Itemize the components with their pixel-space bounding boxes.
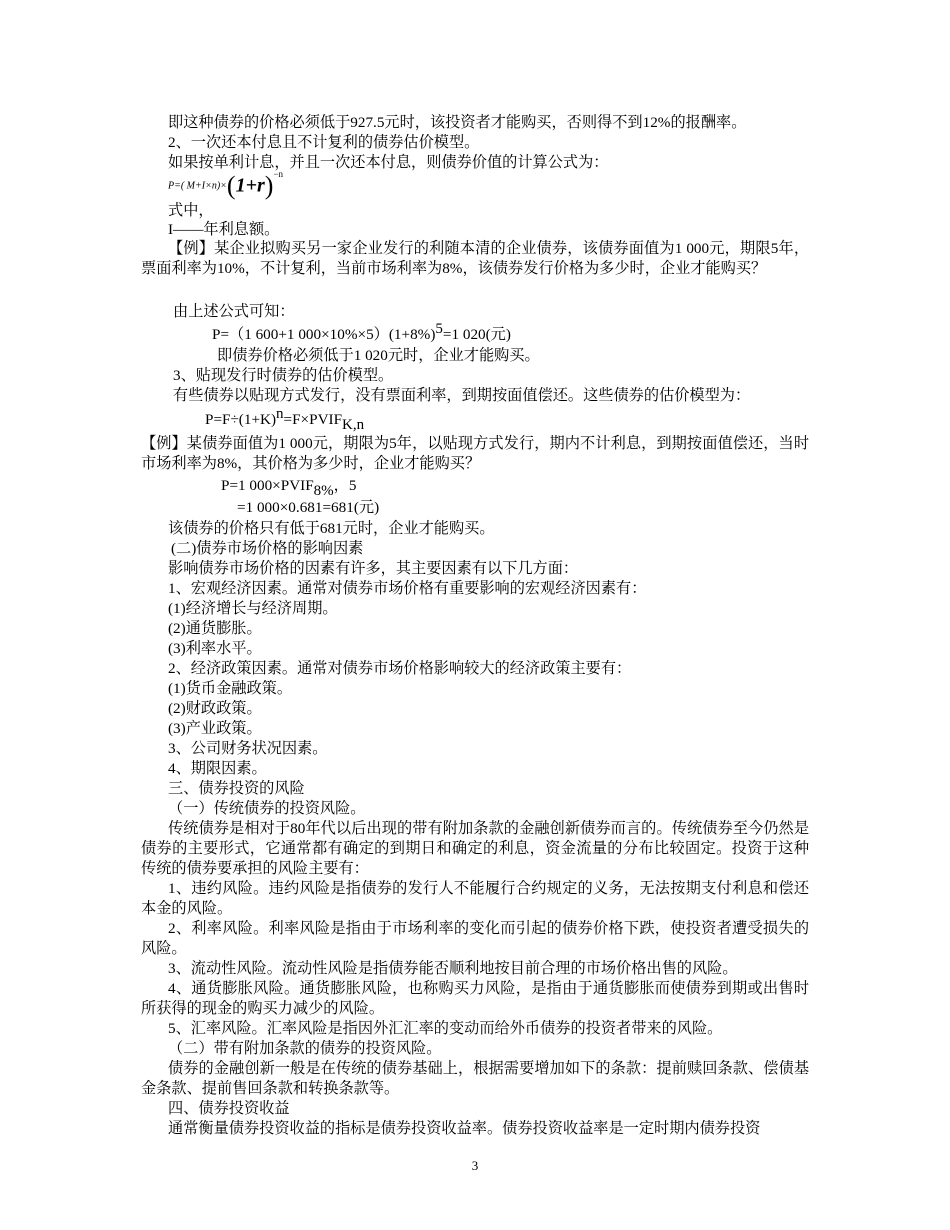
text-line: 2、经济政策因素。通常对债券市场价格影响较大的经济政策主要有： [168,660,632,677]
text-line: 即这种债券的价格必须低于927.5元时，该投资者才能购买，否则得不到12%的报酬率。 [168,114,747,131]
section-heading: （一）传统债券的投资风险。 [168,800,366,817]
paragraph: 2、利率风险。利率风险是指由于市场利率的变化而引起的债券价格下跌，使投资者遭受损失的风险。 [141,920,809,957]
formula-rate: r [257,174,265,197]
list-item: (2)财政政策。 [168,700,262,717]
list-item: (3)利率水平。 [168,640,262,657]
section-heading: （二）带有附加条款的债券的投资风险。 [168,1040,442,1057]
list-item: (2)通货膨胀。 [168,620,262,637]
formula-exponent: −n [273,169,284,179]
equation-line [221,476,357,499]
bond-value-formula [168,171,283,199]
equation-part: =1 020(元) [442,326,511,343]
text-line: 式中， [168,202,214,219]
text-line: 3、公司财务状况因素。 [168,740,328,757]
text-line: 5、汇率风险。汇率风险是指因外汇汇率的变动而给外币债券的投资者带来的风险。 [168,1020,723,1037]
equation-line: =1 000×0.681=681(元) [237,499,380,516]
equation-superscript: 5 [435,321,443,337]
equation-part: =F×PVIF [283,411,343,428]
section-heading: (二)债券市场价格的影响因素 [171,540,364,557]
equation-part: P=F÷(1+K) [205,411,277,428]
text-line: 如果按单利计息，并且一次还本付息，则债券价值的计算公式为： [168,154,609,171]
formula-lhs: P=( M+I×n)× [168,180,227,192]
equation-part: P=（1 600+1 000×10%×5）(1+8%) [212,326,436,343]
list-item: (3)产业政策。 [168,720,262,737]
text-line: 4、期限因素。 [168,760,267,777]
formula-paren-open: ( [226,171,236,200]
paragraph: 传统债券是相对于80年代以后出现的带有附加条款的金融创新债券而言的。传统债券至今仍然是债券的主要形式，它通常都有确定的到期日和确定的利息，资金流量的分布比较固定。投资于这种传统的债券要承担的风险主要有： [141,820,809,877]
paragraph: 4、通货膨胀风险。通货膨胀风险，也称购买力风险，是指由于通货膨胀而使债券到期或出售时所获得的现金的购买力减少的风险。 [141,980,809,1017]
equation-subscript: K,n [342,417,365,433]
paragraph: 1、违约风险。违约风险是指债券的发行人不能履行合约规定的义务，无法按期支付利息和偿还本金的风险。 [141,880,809,917]
formula-paren-close: ) [264,171,274,200]
section-heading: 四、债券投资收益 [168,1100,290,1117]
equation-part: P=1 000×PVIF [221,477,314,494]
text-line: 3、流动性风险。流动性风险是指债券能否顺利地按目前合理的市场价格出售的风险。 [168,960,738,977]
section-heading: 三、债券投资的风险 [168,780,305,797]
text-line: 1、宏观经济因素。通常对债券市场价格有重要影响的宏观经济因素有： [168,580,647,597]
text-line: 该债券的价格只有低于681元时，企业才能购买。 [168,520,495,537]
equation-superscript: n [276,406,284,422]
paragraph: 债券的金融创新一般是在传统的债券基础上，根据需要增加如下的条款：提前赎回条款、偿债基金条款、提前售回条款和转换条款等。 [141,1060,809,1097]
text-line: 通常衡量债券投资收益的指标是债券投资收益率。债券投资收益率是一定时期内债券投资 [168,1120,761,1137]
text-line: 由上述公式可知： [173,303,295,320]
text-line: 影响债券市场价格的因素有许多，其主要因素有以下几方面： [168,560,579,577]
equation-line [212,321,511,345]
example-paragraph: 【例】某债券面值为1 000元，期限为5年，以贴现方式发行，期内不计利息，到期按面值偿还，当时市场利率为8%，其价格为多少时，企业才能购买？ [141,435,809,472]
text-line: I——年利息额。 [168,221,280,238]
page-number: 3 [471,1158,479,1173]
list-item: (1)货币金融政策。 [168,680,293,697]
formula-one-plus: 1+ [235,174,257,197]
example-paragraph: 【例】某企业拟购买另一家企业发行的利随本清的企业债券，该债券面值为1 000元，期限5年，票面利率为10%，不计复利，当前市场利率为8%，该债券发行价格为多少时，企业才能购买？ [141,240,809,277]
equation-line [205,406,365,433]
text-line: 有些债券以贴现方式发行，没有票面利率，到期按面值偿还。这些债券的估价模型为： [173,387,751,404]
equation-part: ，5 [333,477,357,494]
section-heading: 2、一次还本付息且不计复利的债券估价模型。 [168,134,480,151]
section-heading: 3、贴现发行时债券的估价模型。 [173,367,394,384]
list-item: (1)经济增长与经济周期。 [168,600,338,617]
equation-subscript: 8% [313,483,334,499]
text-line: 即债券价格必须低于1 020元时，企业才能购买。 [217,347,540,364]
